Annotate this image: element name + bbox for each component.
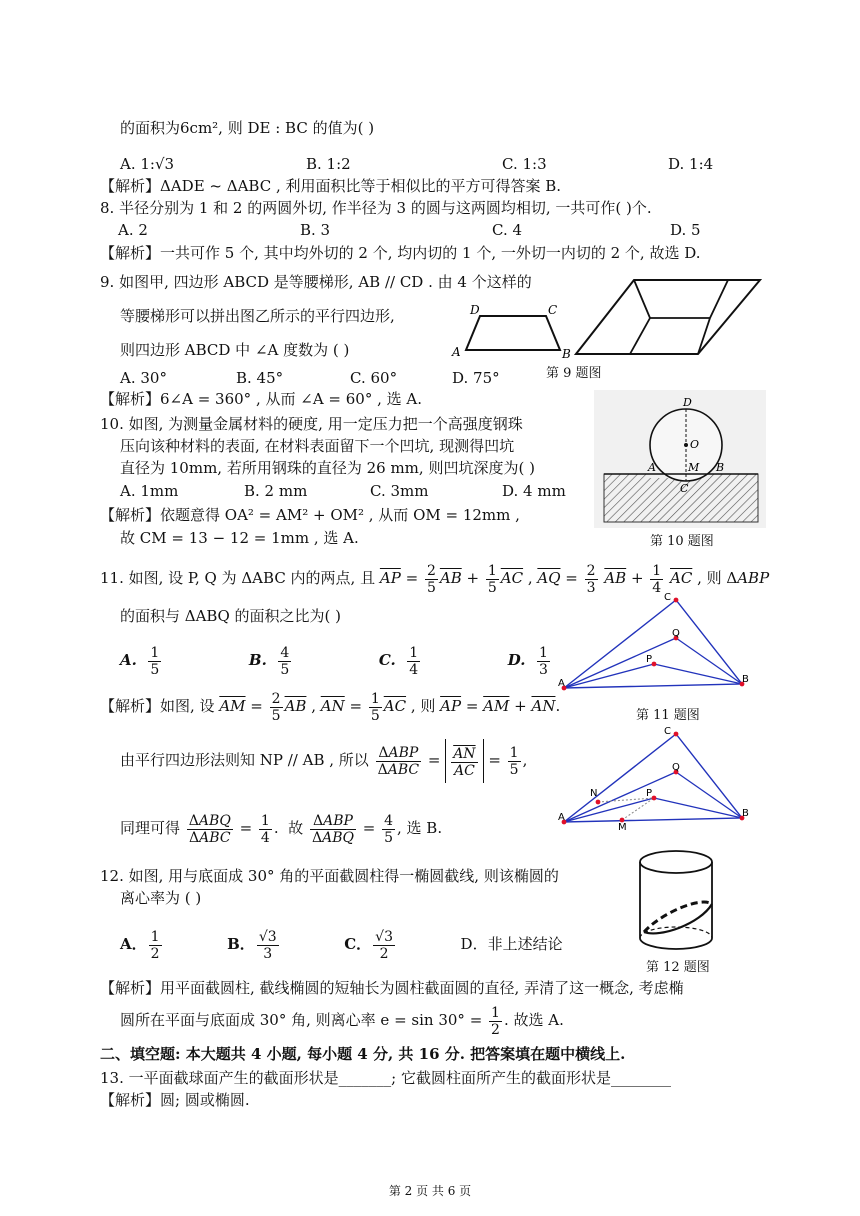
q9-stem-1: 9. 如图甲, 四边形 ABCD 是等腰梯形, AB // CD . 由 4 个这样的 (100, 273, 532, 291)
q12-stem-2: 离心率为 ( ) (120, 889, 202, 907)
svg-text:M: M (688, 461, 700, 474)
q12-solution-2-text: 圆所在平面与底面成 30° 角, 则离心率 e = sin 30° = (120, 1011, 483, 1029)
q10-stem-3: 直径为 10mm, 若所用钢珠的直径为 26 mm, 则凹坑深度为( ) (120, 459, 535, 477)
svg-text:N: N (590, 788, 598, 799)
q11-solution-3-therefore: 故 (288, 819, 304, 837)
svg-text:P: P (646, 788, 653, 799)
q10-option-c: C. 3mm (370, 482, 429, 500)
triangle-figure-11 (552, 592, 758, 700)
svg-text:A: A (558, 812, 565, 823)
q11-solution-2: 由平行四边形法则知 NP // AB , 所以 $\frac{\text{ΔABP}}{\text{ΔABC}}$ = $\frac{\overline{AN}}{AC}$ = $\frac{1}{5}$ , (120, 738, 527, 783)
q12-option-d: D．非上述结论 (460, 935, 563, 953)
q9-option-b: B. 45° (236, 369, 284, 387)
q7-option-a: A. 1:√3 (120, 155, 175, 173)
svg-text:A: A (648, 461, 656, 474)
q11-stem-1-text: 11. 如图, 设 P, Q 为 ΔABC 内的两点, 且 (100, 569, 376, 587)
q8-option-c: C. 4 (492, 221, 523, 239)
steel-ball-figure (594, 390, 766, 528)
svg-text:A: A (452, 345, 461, 359)
svg-text:D: D (683, 396, 692, 409)
q11-solution-3-choice: , 选 B. (397, 819, 443, 837)
q9-option-d: D. 75° (452, 369, 500, 387)
svg-text:D: D (470, 303, 480, 317)
svg-text:B: B (562, 347, 571, 360)
q12-stem-1: 12. 如图, 用与底面成 30° 角的平面截圆柱得一椭圆截线, 则该椭圆的 (100, 867, 559, 885)
q12-solution-2-choice: . 故选 A. (503, 1011, 564, 1029)
svg-text:Q: Q (672, 628, 680, 639)
q8-option-a: A. 2 (118, 221, 148, 239)
svg-text:M: M (618, 822, 627, 833)
svg-text:B: B (716, 461, 725, 474)
trapezoid-figure-jia (450, 300, 580, 360)
q12-solution-2: 圆所在平面与底面成 30° 角, 则离心率 e = sin 30° = $\frac{1}{2}$ . 故选 A. (120, 1004, 564, 1038)
q10-stem-1: 10. 如图, 为测量金属材料的硬度, 用一定压力把一个高强度钢珠 (100, 415, 523, 433)
q7-option-c: C. 1:3 (502, 155, 547, 173)
q8-stem: 8. 半径分别为 1 和 2 的两圆外切, 作半径为 3 的圆与这两圆均相切, 一共可作( )个. (100, 199, 652, 217)
q10-option-d: D. 4 mm (502, 482, 566, 500)
q10-solution-2: 故 CM = 13 − 12 = 1mm , 选 A. (120, 529, 359, 547)
q9-solution: 【解析】6∠A = 360° , 从而 ∠A = 60° , 选 A. (100, 390, 423, 408)
triangle-figure-11-solution (552, 726, 758, 834)
q12-options: A． $\frac{1}{2}$ B． $\frac{√3}{3}$ C． $\frac{√3}{2}$ D．非上述结论 (120, 928, 563, 962)
q9-option-a: A. 30° (120, 369, 167, 387)
q9-option-c: C. 60° (350, 369, 398, 387)
parallelogram-figure-yi (574, 278, 762, 358)
q11-stem-2: 的面积与 ΔABQ 的面积之比为( ) (120, 607, 341, 625)
q11-solution-2-text: 由平行四边形法则知 NP // AB , 所以 (120, 751, 369, 769)
figure-10-caption: 第 10 题图 (650, 534, 714, 549)
q11-solution-1-text: 【解析】如图, 设 (100, 697, 215, 715)
q10-option-b: B. 2 mm (244, 482, 308, 500)
figure-9-caption: 第 9 题图 (546, 366, 602, 381)
q7-solution: 【解析】ΔADE ~ ΔABC , 利用面积比等于相似比的平方可得答案 B. (100, 177, 562, 195)
svg-text:C: C (664, 592, 671, 603)
svg-text:P: P (646, 654, 653, 665)
svg-text:Q: Q (672, 762, 680, 773)
q12-solution-1: 【解析】用平面截圆柱, 截线椭圆的短轴长为圆柱截面圆的直径, 弄清了这一概念, 考虑椭 (100, 979, 684, 997)
svg-text:B: B (742, 808, 749, 819)
svg-text:C: C (548, 303, 558, 317)
figure-12-caption: 第 12 题图 (646, 960, 710, 975)
q8-solution: 【解析】一共可作 5 个, 其中均外切的 2 个, 均内切的 1 个, 一外切一内切的 2 个, 故选 D. (100, 244, 701, 262)
q7-option-d: D. 1:4 (668, 155, 714, 173)
q11-stem-1: 11. 如图, 设 P, Q 为 ΔABC 内的两点, 且 $\overline{AP}$ = $\frac{2}{5}$ $\overline{AB}$ + $\frac{1}{5}$ $\overline{AC}$ , $\overline{AQ}$ = $\frac{2}{3}$ $\overline{AB}$ + $\frac{1}{4}$ $\overline{AC}$ , 则 ΔABP (100, 562, 770, 596)
q13-stem: 13. 一平面截球面产生的截面形状是_______; 它截圆柱面所产生的截面形状是________ (100, 1069, 671, 1087)
svg-text:B: B (742, 674, 749, 685)
svg-text:C: C (664, 726, 671, 737)
cylinder-figure (630, 846, 722, 952)
section-2-heading: 二、填空题: 本大题共 4 小题, 每小题 4 分, 共 16 分. 把答案填在题中横线上. (100, 1045, 626, 1063)
svg-text:A: A (558, 678, 565, 689)
q11-solution-3: 同理可得 $\frac{\text{ΔABQ}}{\text{ΔABC}}$ = $\frac{1}{4}$ . 故 $\frac{\text{ΔABP}}{\text{ΔABQ}}$ = $\frac{4}{5}$ , 选 B. (120, 812, 443, 846)
page-footer: 第 2 页 共 6 页 (388, 1184, 472, 1198)
q11-solution-3-text: 同理可得 (120, 819, 181, 837)
q10-option-a: A. 1mm (120, 482, 179, 500)
q8-option-b: B. 3 (300, 221, 331, 239)
q7-stem-tail: 的面积为6cm², 则 DE : BC 的值为( ) (120, 119, 375, 137)
q9-stem-2: 等腰梯形可以拼出图乙所示的平行四边形, (120, 307, 395, 325)
q8-option-d: D. 5 (670, 221, 701, 239)
q10-stem-2: 压向该种材料的表面, 在材料表面留下一个凹坑, 现测得凹坑 (120, 437, 515, 455)
q7-option-b: B. 1:2 (306, 155, 351, 173)
q13-solution: 【解析】圆; 圆或椭圆. (100, 1091, 250, 1109)
q11-options: A. $\frac{1}{5}$ B. $\frac{4}{5}$ C. $\frac{1}{4}$ D. $\frac{1}{3}$ (120, 644, 548, 678)
q11-solution-1: 【解析】如图, 设 $\overline{AM}$ = $\frac{2}{5}$ $\overline{AB}$ , $\overline{AN}$ = $\frac{1}{5}$ $\overline{AC}$ , 则 $\overline{AP} = \overline{AM} + \overline{AN}$. (100, 690, 561, 724)
svg-text:O: O (690, 438, 700, 451)
figure-11-caption: 第 11 题图 (636, 708, 700, 723)
svg-text:C: C (680, 482, 689, 495)
q10-solution-1: 【解析】依题意得 OA² = AM² + OM² , 从而 OM = 12mm , (100, 506, 520, 524)
q9-stem-3: 则四边形 ABCD 中 ∠A 度数为 ( ) (120, 341, 350, 359)
